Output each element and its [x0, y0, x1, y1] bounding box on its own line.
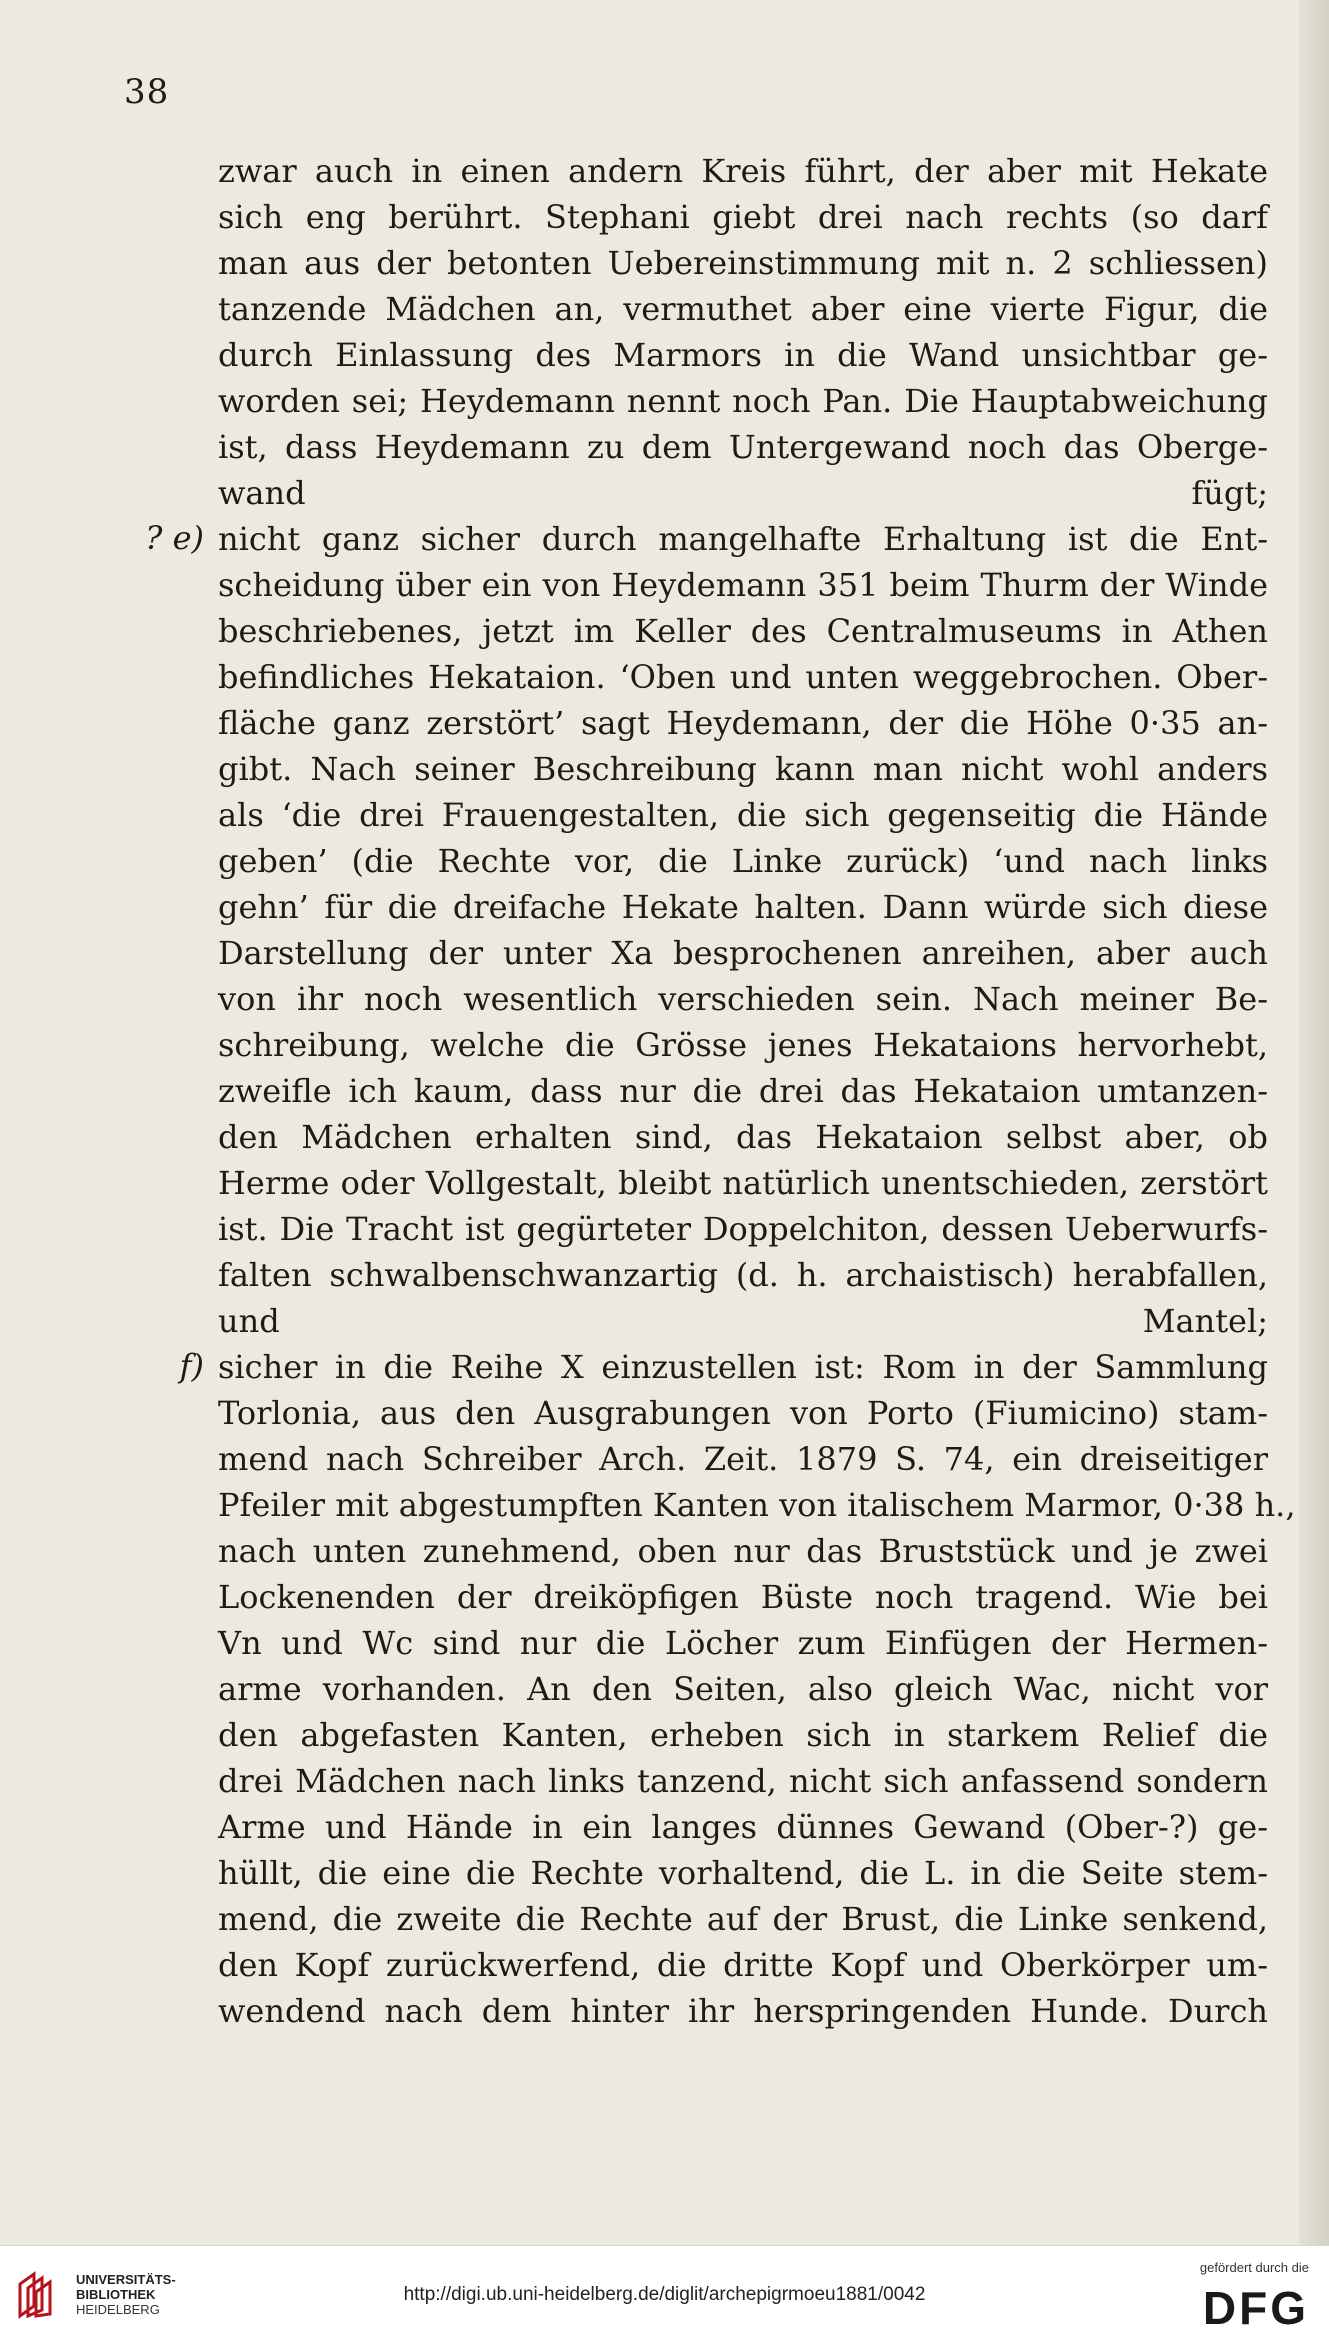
library-name-line3: HEIDELBERG — [76, 2302, 160, 2317]
text-line: geben’ (die Rechte vor, die Linke zurück) ‘und nach links — [218, 842, 1268, 880]
text-line: tanzende Mädchen an, vermuthet aber eine vierte Figur, die — [218, 290, 1268, 328]
text-line: zweifle ich kaum, dass nur die drei das Hekataion umtanzen- — [218, 1072, 1268, 1110]
text-line: Pfeiler mit abgestumpften Kanten von italischem Marmor, 0·38 h., — [218, 1486, 1296, 1524]
text-line: Lockenenden der dreiköpfigen Büste noch tragend. Wie bei — [218, 1578, 1268, 1616]
text-line: falten schwalbenschwanzartig (d. h. archaistisch) herabfallen, — [218, 1256, 1268, 1294]
library-name-line1: UNIVERSITÄTS- — [76, 2272, 176, 2287]
text-line: sicher in die Reihe X einzustellen ist: Rom in der Sammlung — [218, 1348, 1268, 1386]
text-line: man aus der betonten Uebereinstimmung mit n. 2 schliessen) — [218, 244, 1268, 282]
text-line: den Kopf zurückwerfend, die dritte Kopf und Oberkörper um- — [218, 1946, 1268, 1984]
text-line: Darstellung der unter Xa besprochenen anreihen, aber auch — [218, 934, 1268, 972]
text-line: Vn und Wc sind nur die Löcher zum Einfügen der Hermen- — [218, 1624, 1268, 1662]
text-line: nicht ganz sicher durch mangelhafte Erhaltung ist die Ent- — [218, 520, 1268, 558]
text-line: scheidung über ein von Heydemann 351 beim Thurm der Winde — [218, 566, 1268, 604]
text-line: den abgefasten Kanten, erheben sich in starkem Relief die — [218, 1716, 1268, 1754]
footer-bar — [0, 2245, 1329, 2342]
text-line: wand fügt; — [218, 474, 1268, 512]
text-line: befindliches Hekataion. ‘Oben und unten weggebrochen. Ober- — [218, 658, 1268, 696]
text-line: von ihr noch wesentlich verschieden sein. Nach meiner Be- — [218, 980, 1268, 1018]
page-edge-shadow — [1299, 0, 1329, 2245]
text-line: gehn’ für die dreifache Hekate halten. Dann würde sich diese — [218, 888, 1268, 926]
text-line: nach unten zunehmend, oben nur das Bruststück und je zwei — [218, 1532, 1268, 1570]
text-line: fläche ganz zerstört’ sagt Heydemann, der die Höhe 0·35 an- — [218, 704, 1268, 742]
marker-e: ? e) — [145, 519, 204, 557]
page-number: 38 — [124, 72, 170, 112]
text-line: worden sei; Heydemann nennt noch Pan. Die Hauptabweichung — [218, 382, 1268, 420]
text-line: arme vorhanden. An den Seiten, also gleich Wac, nicht vor — [218, 1670, 1268, 1708]
text-line: ist. Die Tracht ist gegürteter Doppelchiton, dessen Ueberwurfs- — [218, 1210, 1268, 1248]
text-line: beschriebenes, jetzt im Keller des Centralmuseums in Athen — [218, 612, 1268, 650]
library-name-line2: BIBLIOTHEK — [76, 2287, 156, 2302]
text-line: mend nach Schreiber Arch. Zeit. 1879 S. 74, ein dreiseitiger — [218, 1440, 1268, 1478]
text-line: Arme und Hände in ein langes dünnes Gewand (Ober-?) ge- — [218, 1808, 1268, 1846]
text-line: durch Einlassung des Marmors in die Wand unsichtbar ge- — [218, 336, 1268, 374]
text-line: ist, dass Heydemann zu dem Untergewand noch das Oberge- — [218, 428, 1268, 466]
text-line: mend, die zweite die Rechte auf der Brust, die Linke senkend, — [218, 1900, 1268, 1938]
text-line: wendend nach dem hinter ihr herspringenden Hunde. Durch — [218, 1992, 1268, 2030]
source-url[interactable]: http://digi.ub.uni-heidelberg.de/diglit/archepigrmoeu1881/0042 — [403, 2284, 926, 2305]
text-line: den Mädchen erhalten sind, das Hekataion selbst aber, ob — [218, 1118, 1268, 1156]
text-line: sich eng berührt. Stephani giebt drei nach rechts (so darf — [218, 198, 1268, 236]
text-line: gibt. Nach seiner Beschreibung kann man nicht wohl anders — [218, 750, 1268, 788]
text-line: schreibung, welche die Grösse jenes Hekataions hervorhebt, — [218, 1026, 1268, 1064]
marker-f: f) — [179, 1347, 204, 1385]
funder-caption: gefördert durch die — [1199, 2260, 1309, 2275]
text-line: und Mantel; — [218, 1302, 1268, 1340]
text-line: drei Mädchen nach links tanzend, nicht sich anfassend sondern — [218, 1762, 1268, 1800]
text-line: Torlonia, aus den Ausgrabungen von Porto (Fiumicino) stam- — [218, 1394, 1268, 1432]
text-line: zwar auch in einen andern Kreis führt, der aber mit Hekate — [218, 152, 1268, 190]
text-line: als ‘die drei Frauengestalten, die sich gegenseitig die Hände — [218, 796, 1268, 834]
text-line: hüllt, die eine die Rechte vorhaltend, die L. in die Seite stem- — [218, 1854, 1268, 1892]
text-line: Herme oder Vollgestalt, bleibt natürlich unentschieden, zerstört — [218, 1164, 1268, 1202]
dfg-logo: DFG — [1202, 2282, 1309, 2334]
